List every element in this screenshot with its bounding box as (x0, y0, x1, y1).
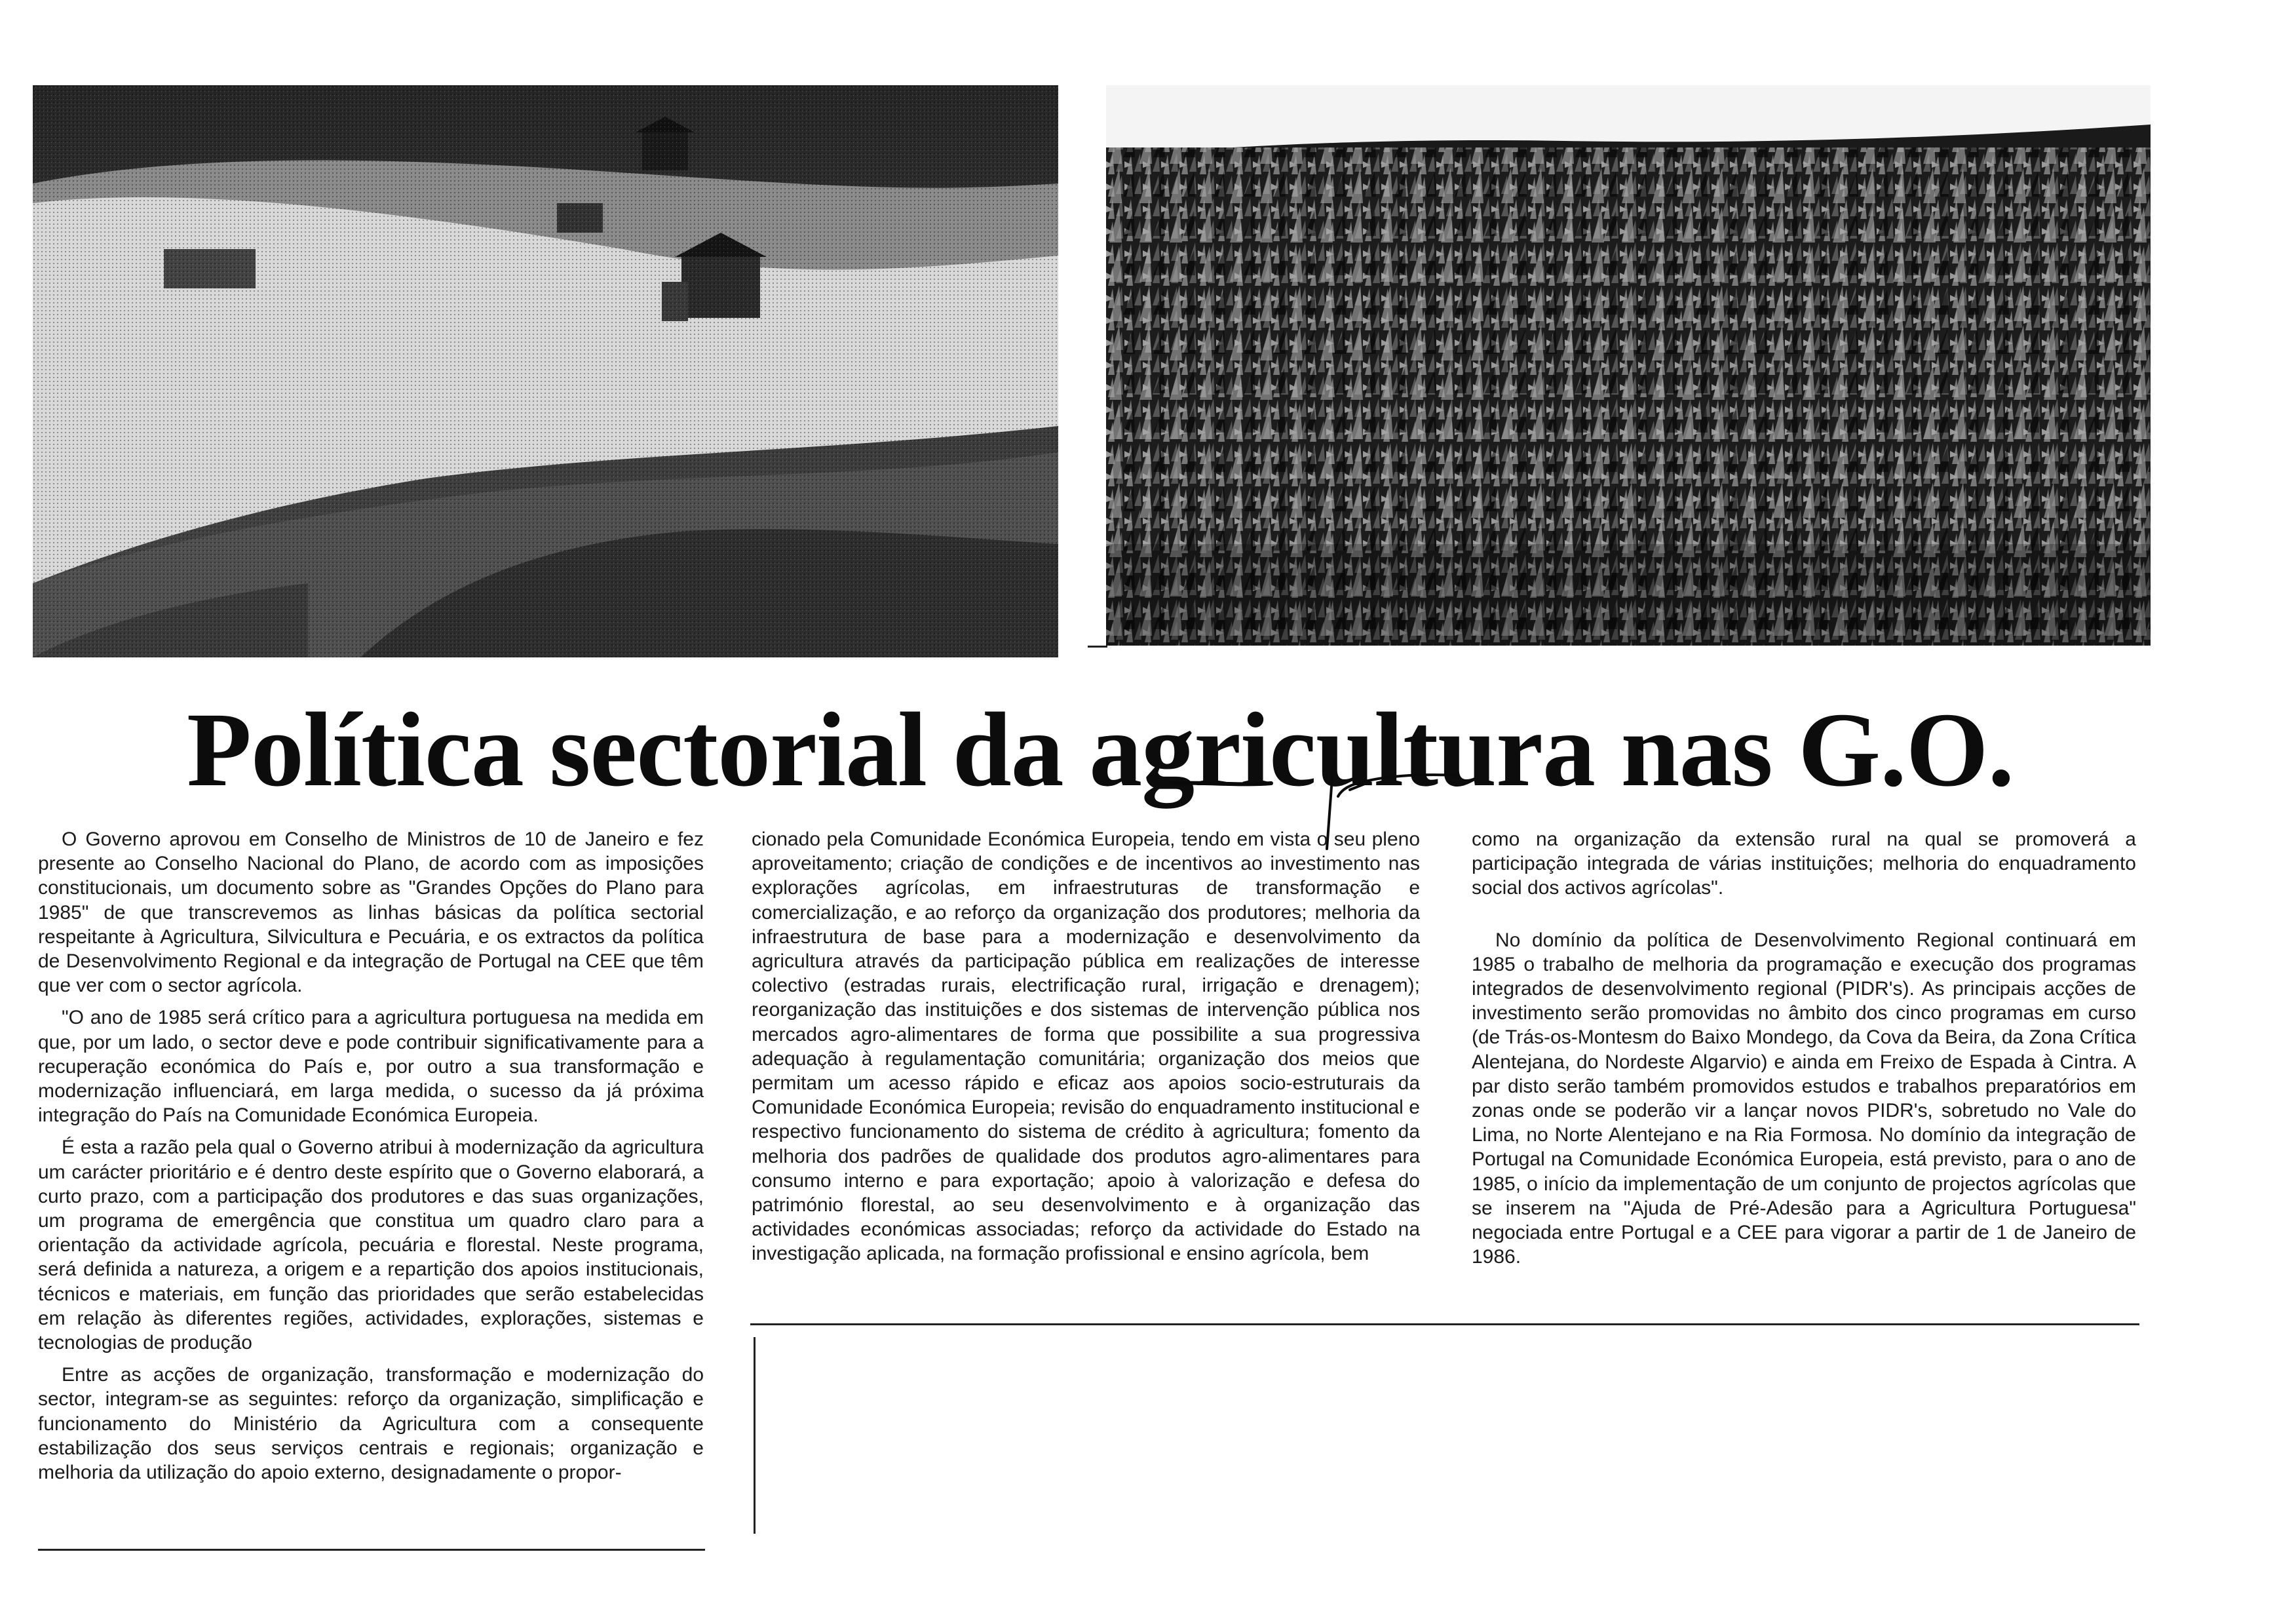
paragraph: No domínio da política de Desenvolvimento Regional continuará em 1985 o trabalho de melhoria da programação e execução dos programas integrados de desenvolvimento regional (PIDR's). As principais acções de investimento serão promovidas no âmbito dos cinco programas em curso (de Trás-os-Montesm do Baixo Mondego, da Cova da Beira, da Zona Crítica Alentejana, do Nordeste Algarvio) e ainda em Freixo de Espada à Cintra. A par disto serão também promovidos estudos e trabalhos preparatórios em zonas onde se poderão vir a lançar novos PIDR's, sobretudo no Vale do Lima, no Norte Alentejano e na Ria Formosa. No domínio da integração de Portugal na Comunidade Económica Europeia, está previsto, para o ano de 1985, o início da implementação de um conjunto de projectos agrícolas que se inserem na "Ajuda de Pré-Adesão para a Agricultura Portuguesa" negociada entre Portugal e a CEE para vigorar a partir de 1 de Janeiro de 1986. (1472, 929, 2136, 1268)
vertical-divider-rule (754, 1337, 756, 1534)
paragraph: como na organização da extensão rural na qual se promoverá a participação integrada de várias instituições; melhoria do enquadramento social dos activos agrícolas". (1472, 828, 2136, 899)
column-divider-rule (38, 1549, 705, 1551)
article-column-3 (1472, 827, 2136, 1277)
paragraph: O Governo aprovou em Conselho de Ministros de 10 de Janeiro e fez presente ao Conselho Nacional do Plano, de acordo com as imposições constitucionais, um documento sobre as "Grandes Opções do Plano para 1985" de que transcrevemos as linhas básicas da política sectorial respeitante à Agricultura, Silvicultura e Pecuária, e os extractos da política de Desenvolvimento Regional e da integração de Portugal na CEE que têm que ver com o sector agrícola. (38, 828, 704, 997)
paragraph: "O ano de 1985 será crítico para a agricultura portuguesa na medida em que, por um lado, o sector deve e pode contribuir significativamente para a recuperação económica do País e, por outro a sua transformação e modernização influenciará, em larga medida, o sucesso da já próxima integração do País na Comunidade Económica Europeia. (38, 1007, 704, 1127)
cornfield-photo-icon (1106, 85, 2151, 646)
paragraph: Entre as acções de organização, transformação e modernização do sector, integram-se as seguintes: reforço da organização, simplificação e funcionamento do Ministério da Agricultura com a consequente estabilização dos seus serviços centrais e regionais; organização e melhoria da utilização do apoio externo, designadamente o propor- (38, 1364, 704, 1484)
cornfield-photo (1106, 85, 2151, 646)
landscape-farm-photo-icon (33, 85, 1058, 657)
article-column-2 (752, 827, 1420, 1274)
paragraph: cionado pela Comunidade Económica Europeia, tendo em vista o seu pleno aproveitamento; criação de condições e de incentivos ao investimento nas explorações agrícolas, em infraestruturas de transformação e comercialização, e ao reforço da organização dos produtores; melhoria da infraestrutura de base para a modernização e desenvolvimento da agricultura através da participação pública em realizações de interesse colectivo (estradas rurais, electrificação rural, irrigação e drenagem); reorganização das instituições e dos sistemas de intervenção pública nos mercados agro-alimentares de forma que possibilite a sua progressiva adequação à regulamentação comunitária; organização dos meios que permitam um acesso rápido e eficaz aos apoios socio-estruturais da Comunidade Económica Europeia; revisão do enquadramento institucional e respectivo funcionamento do sistema de crédito à agricultura; fomento da melhoria dos padrões de qualidade dos produtos agro-alimentares para consumo interno e para exportação; apoio à valorização e defesa do património florestal, ao seu desenvolvimento e à organização das actividades económicas associadas; reforço da actividade do Estado na investigação aplicada, na formação profissional e ensino agrícola, bem (752, 828, 1420, 1265)
article-column-1 (38, 827, 704, 1492)
photo-edge-mark (1088, 646, 1107, 648)
paragraph: É esta a razão pela qual o Governo atribui à modernização da agricultura um carácter prioritário e é dentro deste espírito que o Governo elaborará, a curto prazo, com a participação dos produtores e das suas organizações, um programa de emergência que constitua um quadro claro para a orientação da actividade agrícola, pecuária e florestal. Neste programa, será definida a natureza, a origem e a repartição dos apoios institucionais, técnicos e materiais, em função das prioridades que serão estabelecidas em relação às diferentes regiões, actividades, explorações, sistemas e tecnologias de produção (38, 1137, 704, 1354)
landscape-photo (33, 85, 1058, 657)
headline: Política sectorial da agricultura nas G.O. (187, 691, 2014, 809)
column-divider-rule (750, 1323, 2139, 1325)
